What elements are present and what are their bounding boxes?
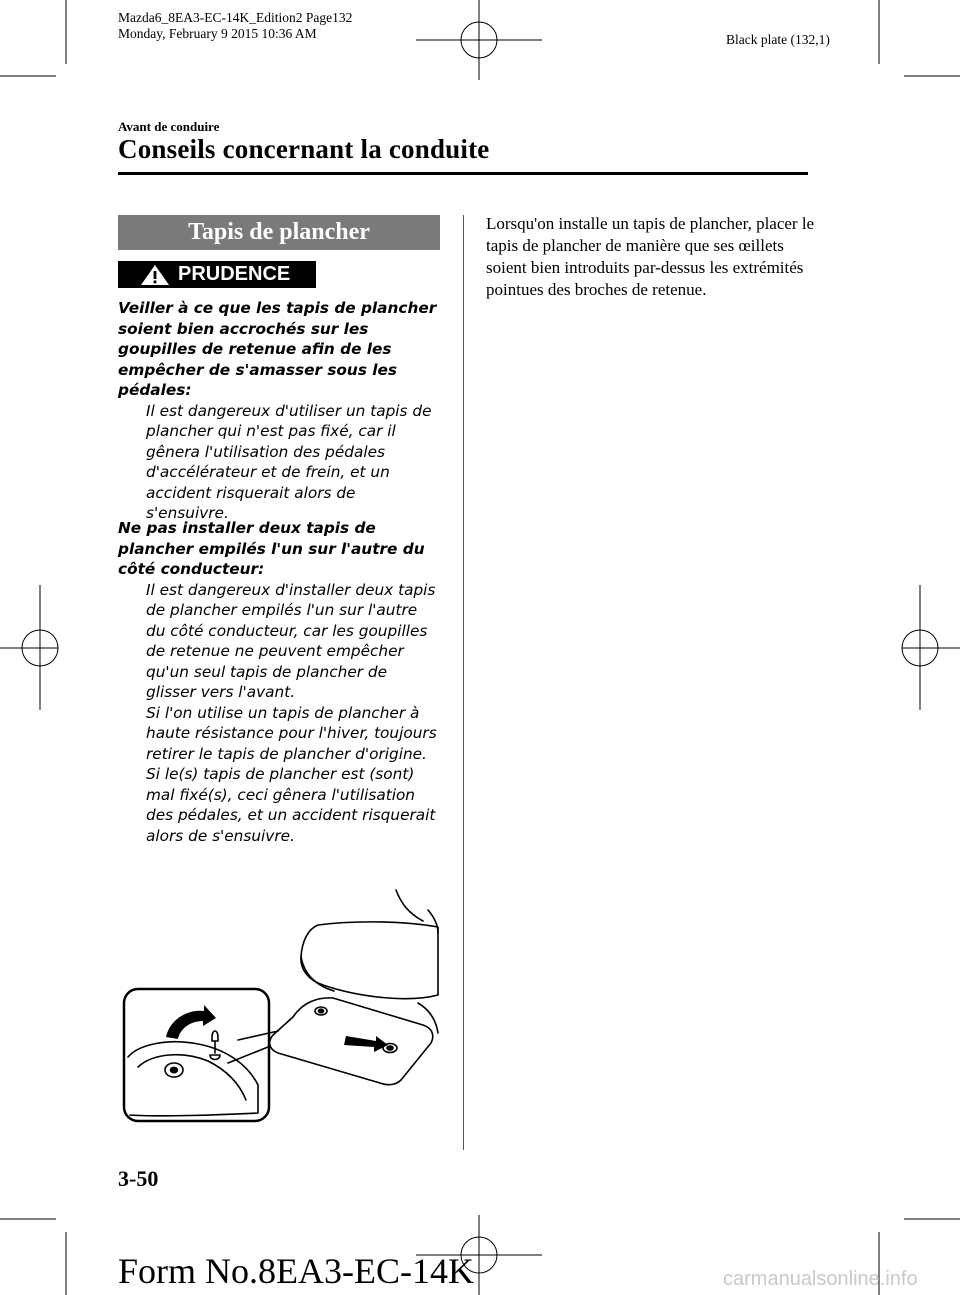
watermark: carmanualsonline.info: [723, 1268, 918, 1290]
warning-body: Il est dangereux d'installer deux tapis de plancher empilés l'un sur l'autre du côté conducteur, car les goupilles de retenue ne peuvent empêcher qu'un seul tapis de plancher de glisser vers l'avant.: [146, 580, 436, 701]
plate-info: Black plate (132,1): [726, 32, 830, 47]
warning-block-1: [118, 298, 440, 524]
page-title: Conseils concernant la conduite: [118, 134, 490, 164]
warning-heading: Veiller à ce que les tapis de plancher soient bien accrochés sur les goupilles de retenue afin de les empêcher de s'amasser sous les pédales:: [118, 299, 437, 399]
floor-mat-illustration: [118, 885, 443, 1130]
section-label: Avant de conduire: [118, 119, 220, 134]
column-divider: [463, 215, 464, 1150]
warning-triangle-icon: [140, 264, 170, 286]
file-info-line: Mazda6_8EA3-EC-14K_Edition2 Page132: [118, 10, 353, 25]
header-rule: [118, 172, 808, 175]
warning-body: Si le(s) tapis de plancher est (sont) mal fixé(s), ceci gênera l'utilisation des pédales, et un accident risquerait alors de s'ensuivre.: [146, 765, 436, 845]
installation-text: Lorsqu'on installe un tapis de plancher, placer le tapis de plancher de manière que ses œillets soient bien introduits par-dessus les extrémités pointues des broches de retenue.: [486, 214, 815, 299]
date-info-line: Monday, February 9 2015 10:36 AM: [118, 26, 317, 41]
section-banner: Tapis de plancher: [118, 215, 440, 250]
warning-body: Il est dangereux d'utiliser un tapis de plancher qui n'est pas fixé, car il gênera l'utilisation des pédales d'accélérateur et de frein, et un accident risquerait alors de s'ensuivre.: [146, 401, 432, 522]
form-number: Form No.8EA3-EC-14K: [118, 1251, 474, 1291]
caution-label: [118, 261, 316, 288]
page-number: 3-50: [118, 1166, 159, 1191]
warning-body: Si l'on utilise un tapis de plancher à haute résistance pour l'hiver, toujours retirer le tapis de plancher d'origine.: [146, 703, 437, 763]
warning-block-2: [118, 518, 440, 846]
caution-text: PRUDENCE: [178, 263, 291, 285]
warning-heading: Ne pas installer deux tapis de plancher empilés l'un sur l'autre du côté conducteur:: [118, 519, 425, 578]
